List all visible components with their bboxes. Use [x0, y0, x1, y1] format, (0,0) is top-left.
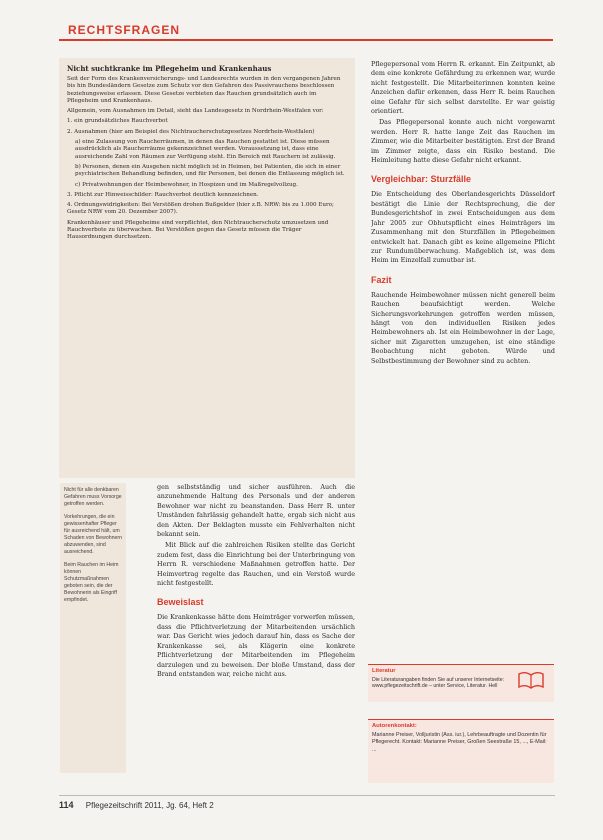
margin-note: Beim Rauchen im Heim können Schutzmaßnahmen geboten sein, die der Bewohnerin als Eingriff empfindet. [64, 562, 119, 603]
body-paragraph: Pflegepersonal vom Herrn R. erkannt. Ein Zeitpunkt, ab dem eine konkrete Gefährdung zu erkennen war, wurde nicht festgestellt. Die Mitarbeiterinnen konnten keine Anzeichen dafür erkennen, dass Herr R. beim Rauchen eine Gefahr für sich selbst darstellte. Er war geistig orientiert. [371, 60, 555, 116]
page-footer [59, 800, 214, 810]
margin-note: Vorkehrungen, die ein gewissenhafter Pfleger für ausreichend hält, um Schaden von Bewohnern abzuwenden, sind ausreichend. [64, 514, 122, 555]
info-box-item: c) Privatwohnungen der Heimbewohner, in Hospizen und im Maßregelvollzug. [75, 181, 298, 188]
info-box-item: b) Personen, denen ein Ausgehen nicht möglich ist in Heimen, bei Patienten, die sich in einer psychiatrischen Behandlung befinden, und für Personen, bei denen die Entlassung möglich ist. [75, 163, 345, 178]
info-box-closing: Krankenhäuser und Pflegeheime sind verpflichtet, den Nichtraucherschutz umzusetzen und Rauchverbote zu überwachen. Bei Verstößen gegen das Gesetz müssen die Träger Hausordnungen durchsetzen. [67, 219, 329, 241]
literature-text: Die Literaturangaben finden Sie auf unserer Internetseite: www.pflegezeitschrift.de – unter Service, Literatur. Hell [372, 676, 505, 690]
literature-box [368, 664, 554, 702]
info-box-item: 3. Pflicht zur Hinweisschilder: Rauchverbot deutlich kennzeichnen. [67, 191, 259, 198]
author-title: Autorenkontakt: [372, 723, 417, 729]
body-paragraph: Die Krankenkasse hätte dem Heimträger vorwerfen müssen, dass die Pflichtverletzung der Mitarbeitenden ursächlich war. Das Gericht wies jedoch darauf hin, dass es Sache der Krankenkasse sei, als Klägerin eine konkrete Pflichtverletzung der Mitarbeitenden im Pflegeheim darzulegen und zu beweisen. Der bloße Umstand, dass der Brand entstanden war, reiche nicht aus. [157, 613, 355, 678]
info-box-list [67, 118, 347, 216]
info-box-title: Nicht suchtkranke im Pflegeheim und Krankenhaus [67, 64, 272, 73]
info-box-item: 2. Ausnahmen (hier am Beispiel des Nichtraucherschutzgesetzes Nordrhein-Westfalen) [67, 128, 315, 135]
subheading-beweislast: Beweislast [157, 597, 204, 608]
author-text: Marianne Preiser, Volljuristin (Ass. iur.), Lehrbeauftragte und Dozentin für Pflegerecht. Kontakt: Marianne Preiser, Großen Seestraße 15, ..., E-Mail: ... [372, 732, 547, 753]
info-box-item: 4. Ordnungswidrigkeiten: Bei Verstößen drohen Bußgelder (hier z.B. NRW: bis zu 1.000 Euro; Gesetz NRW vom 20. Dezember 2007). [67, 202, 334, 216]
body-paragraph: Die Entscheidung des Oberlandesgerichts Düsseldorf bestätigt die Linie der Rechtsprechung, die der Bundesgerichtshof in zwei Entscheidungen aus dem Jahr 2005 zur Obhutspflicht eines Heimträgers im Zusammenhang mit den Sturzfällen in Pflegeheimen entwickelt hat. Danach gibt es keine allgemeine Pflicht zur Rundumüberwachung. Maßgeblich ist, was dem Heim im Einzelfall zumutbar ist. [371, 190, 555, 265]
info-box-lead: Allgemein, vom Ausnahmen im Detail, sieht das Landesgesetz in Nordrhein-Westfalen vor: [67, 108, 324, 115]
footer-rule [59, 795, 555, 796]
subheading-fazit: Fazit [371, 274, 392, 285]
open-book-icon [518, 671, 544, 689]
info-box-item: a) eine Zulassung von Raucherräumen, in denen das Rauchen gestattet ist. Diese müssen ausdrücklich als Raucherräume gekennzeichnet werden. Voraussetzung ist, dass eine ausreichende Zahl von Räumen zur Verfügung steht. Ein Bereich mit Rauchern ist zulässig. [75, 139, 336, 160]
info-box-item: 1. ein grundsätzliches Rauchverbot [67, 118, 168, 125]
body-paragraph: Mit Blick auf die zahlreichen Risiken stellte das Gericht zudem fest, dass die Einrichtung bei der Unterbringung von Herrn R. verschiedene Maßnahmen getroffen hatte. Der Heimvertrag regelte das Rauchen, und ein Verstoß wurde nicht festgestellt. [157, 541, 355, 588]
right-column [371, 60, 555, 654]
journal-info: Pflegezeitschrift 2011, Jg. 64, Heft 2 [85, 801, 214, 810]
body-paragraph: gen selbstständig und sicher ausführen. Auch die anzunehmende Haltung des Personals und der anderen Bewohner war nicht zu beanstanden. Dass Herr R. unter Umständen fahrlässig gehandelt hatte, ergab sich nicht aus den Akten. Der Beklagten musste ein Fehlverhalten nicht bekannt sein. [157, 483, 355, 539]
body-paragraph: Das Pflegepersonal konnte auch nicht vorgewarnt werden. Herr R. hatte lange Zeit das Rauchen im Zimmer, wie die Mitarbeiter bestätigten. Erst der Brand im Zimmer zeigte, dass ein Risiko bestand. Die Heimleitung hatte diese Gefahr nicht erkannt. [371, 118, 555, 165]
margin-note: Nicht für alle denkbaren Gefahren muss Vorsorge getroffen werden. [64, 487, 122, 507]
info-box [59, 58, 355, 478]
section-title: RECHTSFRAGEN [68, 23, 181, 37]
page-number: 114 [59, 800, 74, 810]
info-box-intro: Seit der Form des Krankenversicherungs- und Landesrechts wurden in den vergangenen Jahren bis hin Bundesländern Gesetze zum Schutz vor den Gefahren des Passivrauchens beschlossen beziehungsweise erlassen. Diese Gesetze verbieten das Rauchen grundsätzlich auch im Pflegeheim und Krankenhaus. [67, 76, 341, 104]
author-contact-box [368, 719, 554, 783]
subheading-sturzfaelle: Vergleichbar: Sturzfälle [371, 174, 472, 185]
literature-title: Literatur [372, 668, 396, 674]
middle-column [157, 483, 355, 783]
margin-notes [60, 483, 126, 773]
body-paragraph: Rauchende Heimbewohner müssen nicht generell beim Rauchen beaufsichtigt werden. Welche Sicherungsvorkehrungen getroffen werden müssen, hängt von den individuellen Risiken jedes Heimbewohners ab. Ist ein Heimbewohner in der Lage, sicher mit Zigaretten umzugehen, ist eine ständige Beobachtung nicht geboten. Würde und Selbstbestimmung der Bewohner sind zu achten. [371, 290, 555, 365]
